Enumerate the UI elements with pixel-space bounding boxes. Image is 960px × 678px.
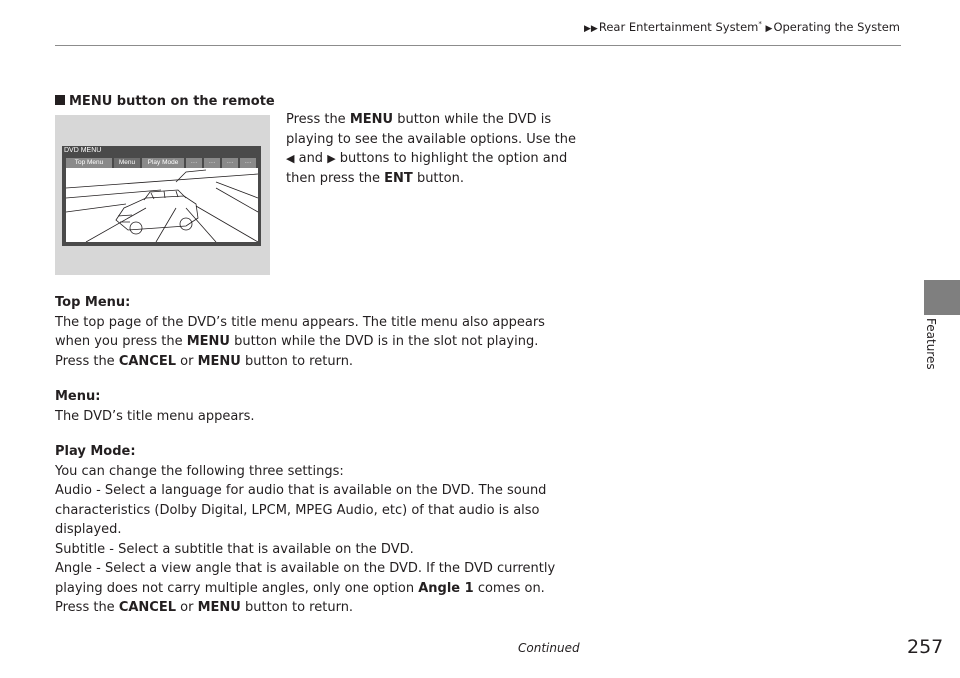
menu-text: The DVD’s title menu appears. bbox=[55, 408, 255, 424]
menu-item-menu[interactable]: Menu bbox=[114, 158, 140, 168]
menu-item-more[interactable]: ··· bbox=[204, 158, 220, 168]
continued-note: Continued bbox=[518, 641, 580, 655]
breadcrumb-section[interactable]: Rear Entertainment System bbox=[598, 20, 759, 34]
arrow-icon: ▶ bbox=[765, 24, 773, 34]
menu-item-more[interactable]: ··· bbox=[186, 158, 202, 168]
menu-item-top-menu[interactable]: Top Menu bbox=[66, 158, 112, 168]
header-rule bbox=[55, 45, 901, 46]
section-heading bbox=[55, 94, 275, 109]
menu-description bbox=[55, 387, 575, 426]
page-number: 257 bbox=[907, 636, 944, 658]
left-arrow-icon: ◀ bbox=[286, 152, 295, 165]
dvd-menu-figure bbox=[55, 115, 270, 275]
breadcrumb-page[interactable]: Operating the System bbox=[773, 20, 900, 34]
top-menu-text: The top page of the DVD’s title menu appears. The title menu also appears when you press the MENU button while the DVD is in the slot not playing. Press the CANCEL or MENU button to return. bbox=[55, 314, 545, 369]
subtitle-setting-text: Subtitle - Select a subtitle that is available on the DVD. bbox=[55, 541, 414, 557]
screen-title: DVD MENU bbox=[64, 147, 102, 154]
audio-setting-text: Audio - Select a language for audio that is available on the DVD. The sound characteristics (Dolby Digital, LPCM, MPEG Audio, etc) of that audio is also displayed. bbox=[55, 483, 547, 537]
menu-item-play-mode[interactable]: Play Mode bbox=[142, 158, 184, 168]
footnote-mark: * bbox=[758, 20, 762, 29]
top-menu-heading: Top Menu: bbox=[55, 295, 131, 310]
top-menu-description bbox=[55, 293, 575, 371]
breadcrumb bbox=[584, 20, 900, 34]
double-arrow-icon: ▶▶ bbox=[584, 24, 598, 34]
dvd-menu-bar bbox=[66, 158, 258, 168]
side-tab-label: Features bbox=[924, 318, 938, 370]
dvd-screen bbox=[62, 146, 261, 246]
menu-heading: Menu: bbox=[55, 389, 101, 404]
intro-paragraph: Press the MENU button while the DVD is playing to see the available options. Use the ◀ and ▶ buttons to highlight the option and then press the ENT button. bbox=[286, 112, 577, 186]
menu-item-more[interactable]: ··· bbox=[240, 158, 256, 168]
square-bullet-icon bbox=[55, 95, 65, 105]
play-mode-intro: You can change the following three settings: bbox=[55, 463, 344, 479]
side-tab-marker bbox=[924, 280, 960, 315]
play-mode-heading: Play Mode: bbox=[55, 444, 136, 459]
section-title: MENU button on the remote bbox=[69, 94, 275, 109]
right-arrow-icon: ▶ bbox=[327, 152, 336, 165]
play-mode-description bbox=[55, 442, 575, 618]
suv-road-illustration bbox=[66, 168, 258, 242]
menu-item-more[interactable]: ··· bbox=[222, 158, 238, 168]
angle-setting-text: Angle - Select a view angle that is available on the DVD. If the DVD currently playing does not carry multiple angles, only one option Angle 1 comes on. Press the CANCEL or MENU button to return. bbox=[55, 561, 556, 615]
